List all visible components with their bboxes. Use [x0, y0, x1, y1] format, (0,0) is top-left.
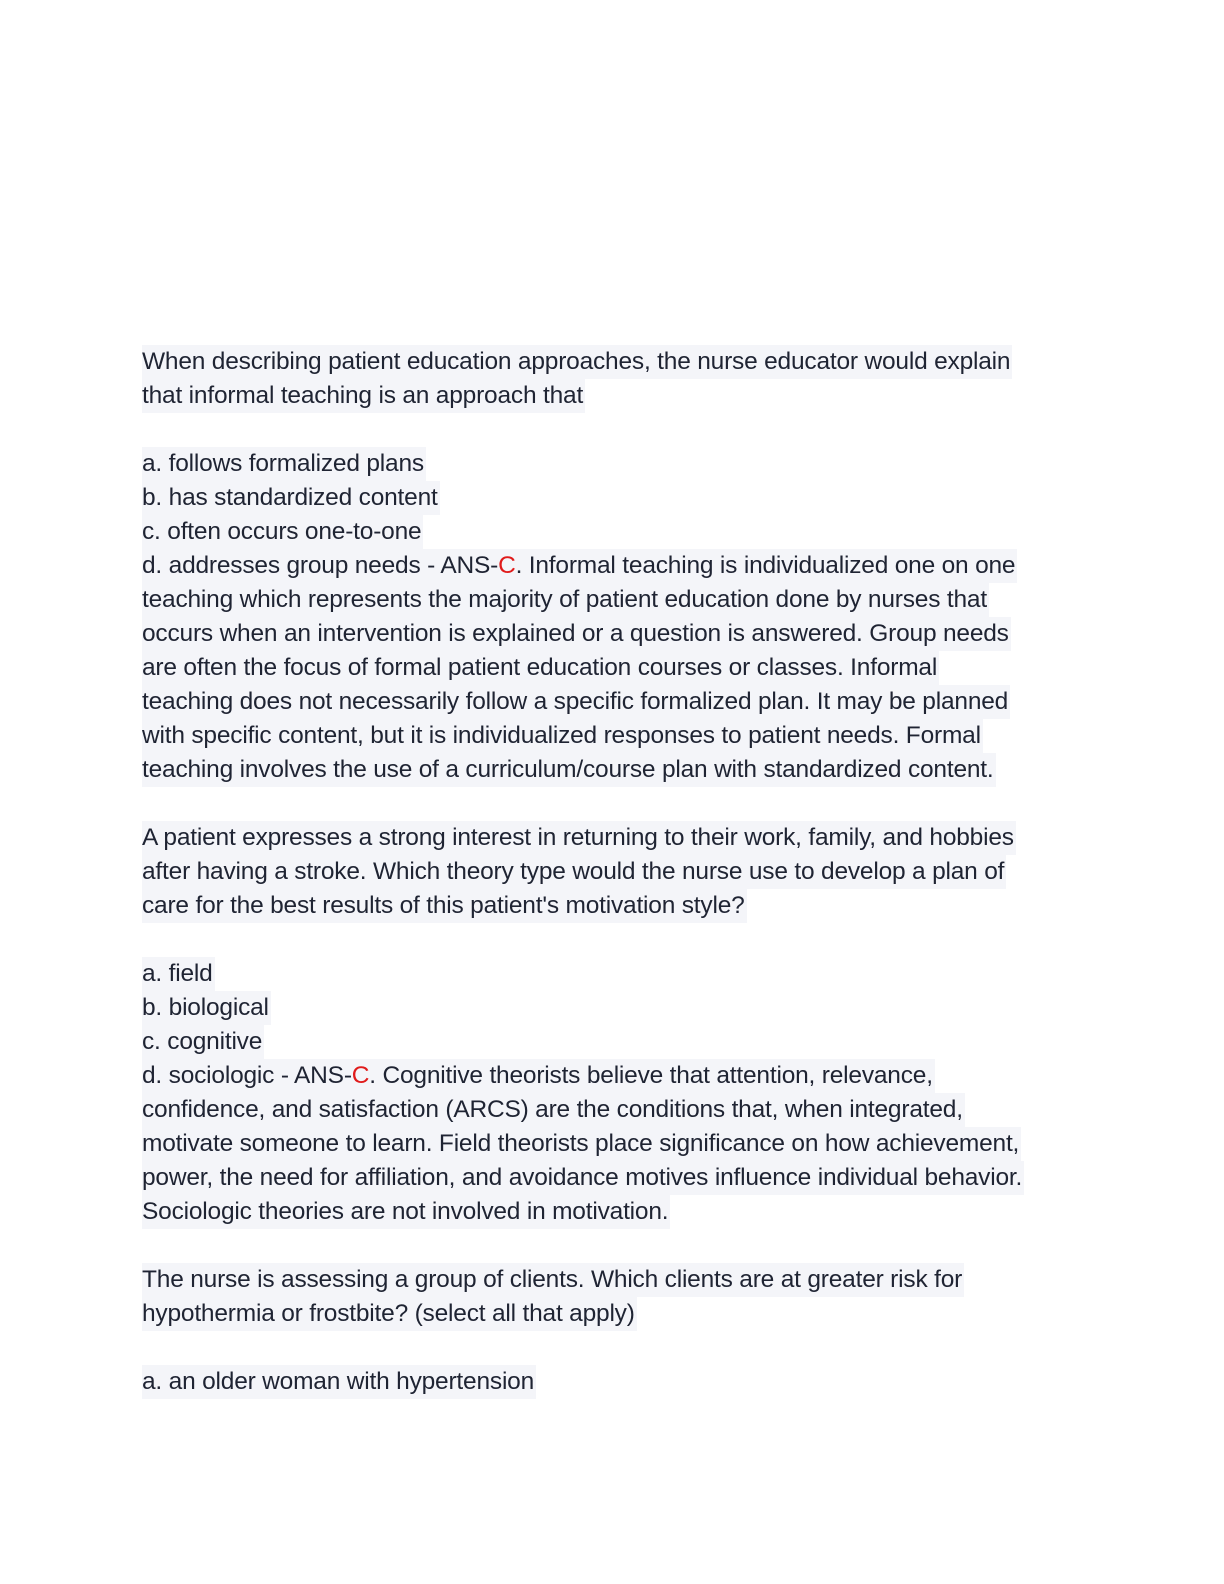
- spacer: [142, 1229, 1082, 1263]
- question-1-option-d-answer: [142, 549, 1082, 583]
- question-2-rationale-line: motivate someone to learn. Field theorists place significance on how achievement,: [142, 1127, 1082, 1161]
- spacer: [142, 923, 1082, 957]
- answer-letter: C: [498, 552, 516, 579]
- question-1: [142, 345, 1082, 787]
- question-1-stem-line-1: When describing patient education approaches, the nurse educator would explain: [142, 345, 1082, 379]
- rationale-start: . Cognitive theorists believe that attention, relevance,: [369, 1062, 933, 1089]
- question-1-rationale-line: are often the focus of formal patient education courses or classes. Informal: [142, 651, 1082, 685]
- question-1-rationale-line: with specific content, but it is individualized responses to patient needs. Formal: [142, 719, 1082, 753]
- question-2-stem-line-1: A patient expresses a strong interest in returning to their work, family, and hobbies: [142, 821, 1082, 855]
- question-2: [142, 821, 1082, 1229]
- spacer: [142, 787, 1082, 821]
- question-2-stem-line-2: after having a stroke. Which theory type would the nurse use to develop a plan of: [142, 855, 1082, 889]
- question-2-option-c: c. cognitive: [142, 1025, 1082, 1059]
- question-1-option-c: c. often occurs one-to-one: [142, 515, 1082, 549]
- option-d-text: d. addresses group needs - ANS-: [142, 552, 499, 579]
- question-3-stem-line-2: hypothermia or frostbite? (select all that apply): [142, 1297, 1082, 1331]
- spacer: [142, 1331, 1082, 1365]
- question-2-rationale-line: power, the need for affiliation, and avoidance motives influence individual behavior.: [142, 1161, 1082, 1195]
- question-3-stem-line-1: The nurse is assessing a group of clients. Which clients are at greater risk for: [142, 1263, 1082, 1297]
- question-1-rationale-line: teaching involves the use of a curriculum/course plan with standardized content.: [142, 753, 1082, 787]
- question-3-option-a: a. an older woman with hypertension: [142, 1365, 1082, 1399]
- question-2-option-a: a. field: [142, 957, 1082, 991]
- question-1-rationale-line: teaching does not necessarily follow a specific formalized plan. It may be planned: [142, 685, 1082, 719]
- question-1-option-b: b. has standardized content: [142, 481, 1082, 515]
- option-d-text: d. sociologic - ANS-: [142, 1062, 352, 1089]
- spacer: [142, 413, 1082, 447]
- question-2-stem-line-3: care for the best results of this patient's motivation style?: [142, 889, 1082, 923]
- question-3: [142, 1263, 1082, 1399]
- question-2-rationale-line: confidence, and satisfaction (ARCS) are the conditions that, when integrated,: [142, 1093, 1082, 1127]
- page-content: [142, 345, 1082, 1399]
- question-1-rationale-line: teaching which represents the majority of patient education done by nurses that: [142, 583, 1082, 617]
- question-1-option-a: a. follows formalized plans: [142, 447, 1082, 481]
- question-2-option-b: b. biological: [142, 991, 1082, 1025]
- question-1-rationale-line: occurs when an intervention is explained or a question is answered. Group needs: [142, 617, 1082, 651]
- rationale-start: . Informal teaching is individualized one on one: [515, 552, 1016, 579]
- question-1-stem-line-2: that informal teaching is an approach that: [142, 379, 1082, 413]
- question-2-option-d-answer: [142, 1059, 1082, 1093]
- question-2-rationale-line: Sociologic theories are not involved in motivation.: [142, 1195, 1082, 1229]
- answer-letter: C: [351, 1062, 370, 1089]
